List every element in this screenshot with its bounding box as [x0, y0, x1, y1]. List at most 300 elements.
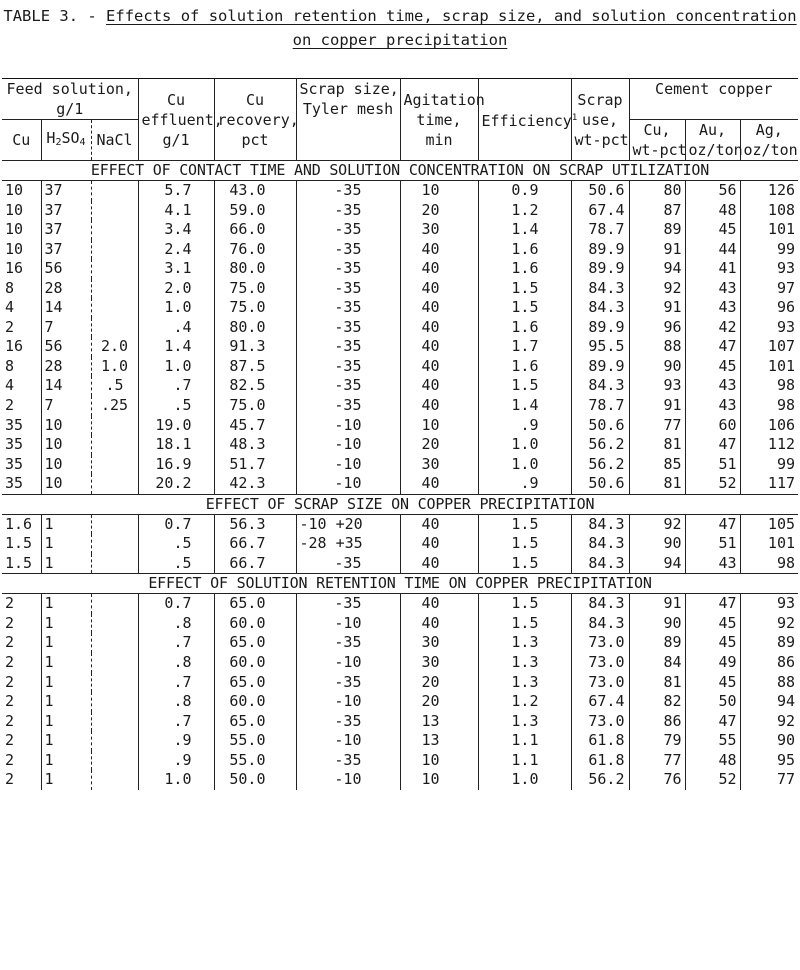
cell-scrap-size: -35 — [296, 673, 400, 693]
table-row — [2, 614, 798, 634]
table-row — [2, 455, 798, 475]
header-efficiency-label: Efficiency — [481, 112, 572, 130]
h2so4-so: SO — [61, 128, 80, 147]
cell-agitation-time: 40 — [400, 376, 478, 396]
h2so4-sub-2: 2 — [55, 136, 62, 148]
cell-cement-au: 47 — [685, 514, 740, 534]
cell-cement-au: 43 — [685, 396, 740, 416]
cell-scrap-size: -35 — [296, 240, 400, 260]
cell-nacl — [91, 692, 138, 712]
cell-cement-cu: 77 — [629, 416, 685, 436]
cell-cu-recovery: 65.0 — [214, 594, 296, 614]
cell-h2so4: 10 — [41, 474, 91, 494]
cell-feed-cu: 2 — [5, 653, 15, 672]
cell-nacl: .5 — [91, 376, 138, 396]
cell-feed-cu: 10 — [5, 239, 24, 258]
cell-cu-effluent: 2.4 — [138, 240, 214, 260]
cell-feed-cu: 2 — [5, 770, 15, 789]
cell-efficiency: 1.4 — [478, 396, 571, 416]
cell-cement-au: 45 — [685, 673, 740, 693]
cell-cement-ag: 101 — [740, 220, 798, 240]
cell-nacl — [91, 220, 138, 240]
cell-efficiency: 1.6 — [478, 259, 571, 279]
cell-cement-cu: 82 — [629, 692, 685, 712]
cell-efficiency: 1.7 — [478, 337, 571, 357]
cell-scrap-use: 89.9 — [571, 357, 629, 377]
section-header-row — [2, 494, 798, 514]
cell-agitation-time: 40 — [400, 614, 478, 634]
cell-scrap-size: -35 — [296, 220, 400, 240]
cell-efficiency: 1.2 — [478, 201, 571, 221]
header-cement-cu — [629, 120, 685, 161]
cell-cement-ag: 77 — [740, 770, 798, 790]
cell-nacl — [91, 435, 138, 455]
cell-agitation-time: 40 — [400, 474, 478, 494]
cell-nacl — [91, 514, 138, 534]
cell-nacl — [91, 298, 138, 318]
cell-agitation-time: 13 — [400, 712, 478, 732]
cell-cement-ag: 101 — [740, 357, 798, 377]
header-h2so4 — [41, 120, 91, 161]
cell-h2so4: 7 — [41, 396, 91, 416]
cell-nacl: 2.0 — [91, 337, 138, 357]
header-nacl: NaCl — [91, 120, 138, 161]
cell-agitation-time: 30 — [400, 220, 478, 240]
section-header-row — [2, 574, 798, 594]
table-row — [2, 474, 798, 494]
cell-scrap-use: 73.0 — [571, 673, 629, 693]
header-agitation-l1: Agitation — [403, 90, 485, 109]
cell-cu-effluent: 3.4 — [138, 220, 214, 240]
header-scrap-size-l1: Scrap size, — [299, 80, 399, 98]
header-efficiency — [478, 79, 578, 161]
cell-scrap-size: -35 — [296, 751, 400, 771]
cell-agitation-time: 20 — [400, 692, 478, 712]
cell-cement-au: 45 — [685, 614, 740, 634]
cell-cu-recovery: 80.0 — [214, 318, 296, 338]
table-row — [2, 416, 798, 436]
cell-cement-cu: 85 — [629, 455, 685, 475]
cell-scrap-size: -10 — [296, 614, 400, 634]
cell-cement-cu: 87 — [629, 201, 685, 221]
header-agitation-time — [400, 79, 485, 161]
cell-h2so4: 1 — [41, 712, 91, 732]
table-row — [2, 770, 798, 790]
cell-cement-au: 43 — [685, 376, 740, 396]
cell-cement-cu: 90 — [629, 534, 685, 554]
cell-cu-recovery: 75.0 — [214, 298, 296, 318]
cell-efficiency: 1.3 — [478, 673, 571, 693]
table-title — [0, 4, 800, 52]
cell-efficiency: 0.9 — [478, 181, 571, 201]
table-row — [2, 653, 798, 673]
cell-agitation-time: 40 — [400, 534, 478, 554]
header-cu-effluent-l1: Cu — [166, 90, 186, 109]
cell-efficiency: 1.5 — [478, 594, 571, 614]
cell-efficiency: 1.3 — [478, 633, 571, 653]
header-cu-effluent-l2: effluent, — [141, 110, 223, 129]
cell-cement-au: 47 — [685, 337, 740, 357]
cell-scrap-use: 56.2 — [571, 455, 629, 475]
cell-scrap-use: 73.0 — [571, 653, 629, 673]
cell-cement-ag: 98 — [740, 396, 798, 416]
cell-agitation-time: 10 — [400, 770, 478, 790]
cell-agitation-time: 13 — [400, 731, 478, 751]
cell-agitation-time: 40 — [400, 396, 478, 416]
cell-agitation-time: 30 — [400, 455, 478, 475]
cell-nacl — [91, 731, 138, 751]
cell-cu-effluent: 19.0 — [138, 416, 214, 436]
cell-cement-ag: 126 — [740, 181, 798, 201]
cell-feed-cu: 8 — [5, 356, 15, 375]
cell-nacl — [91, 181, 138, 201]
cell-cu-recovery: 50.0 — [214, 770, 296, 790]
cell-agitation-time: 30 — [400, 633, 478, 653]
section-title: EFFECT OF SCRAP SIZE ON COPPER PRECIPITATION — [2, 494, 798, 514]
cell-scrap-use: 84.3 — [571, 614, 629, 634]
cell-scrap-size: -10 — [296, 731, 400, 751]
header-cu: Cu — [12, 131, 31, 149]
cell-feed-cu: 1.5 — [5, 553, 33, 572]
cell-cement-cu: 96 — [629, 318, 685, 338]
cell-cement-au: 47 — [685, 594, 740, 614]
cell-cement-au: 52 — [685, 474, 740, 494]
cell-h2so4: 1 — [41, 770, 91, 790]
cell-scrap-size: -35 — [296, 181, 400, 201]
cell-nacl — [91, 673, 138, 693]
cell-nacl — [91, 455, 138, 475]
cell-agitation-time: 40 — [400, 594, 478, 614]
cell-cu-effluent: .4 — [138, 318, 214, 338]
table-row — [2, 435, 798, 455]
cell-cu-effluent: .8 — [138, 653, 214, 673]
header-scrap-use-l1: Scrap — [577, 90, 623, 109]
cell-cement-ag: 92 — [740, 614, 798, 634]
cell-cu-recovery: 65.0 — [214, 673, 296, 693]
cell-h2so4: 1 — [41, 614, 91, 634]
cell-cement-cu: 81 — [629, 673, 685, 693]
cell-cement-cu: 94 — [629, 259, 685, 279]
cell-cement-ag: 101 — [740, 534, 798, 554]
cell-h2so4: 1 — [41, 633, 91, 653]
header-cement-ag-l2: oz/ton — [743, 141, 798, 159]
cell-scrap-size: -35 — [296, 712, 400, 732]
cell-cu-effluent: 1.0 — [138, 357, 214, 377]
cell-cement-cu: 93 — [629, 376, 685, 396]
cell-efficiency: 1.6 — [478, 318, 571, 338]
cell-efficiency: 1.6 — [478, 357, 571, 377]
cell-cement-cu: 80 — [629, 181, 685, 201]
cell-feed-cu: 4 — [5, 376, 15, 395]
cell-h2so4: 1 — [41, 594, 91, 614]
cell-cement-ag: 112 — [740, 435, 798, 455]
cell-efficiency: 1.3 — [478, 712, 571, 732]
cell-cement-cu: 91 — [629, 298, 685, 318]
cell-cement-ag: 106 — [740, 416, 798, 436]
cell-scrap-size: -10 — [296, 653, 400, 673]
cell-efficiency: 1.1 — [478, 751, 571, 771]
cell-scrap-use: 73.0 — [571, 633, 629, 653]
header-cu-recovery-l3: pct — [241, 130, 269, 149]
cell-cement-cu: 90 — [629, 357, 685, 377]
cell-cu-recovery: 45.7 — [214, 416, 296, 436]
cell-cu-effluent: 20.2 — [138, 474, 214, 494]
cell-nacl — [91, 201, 138, 221]
table-number: TABLE 3. - — [3, 7, 107, 25]
cell-h2so4: 10 — [41, 416, 91, 436]
header-cu-recovery-l1: Cu — [245, 90, 265, 109]
cell-cu-recovery: 91.3 — [214, 337, 296, 357]
cell-efficiency: .9 — [478, 474, 571, 494]
cell-cu-recovery: 75.0 — [214, 396, 296, 416]
cell-cement-ag: 96 — [740, 298, 798, 318]
cell-agitation-time: 40 — [400, 240, 478, 260]
cell-scrap-size: -35 — [296, 357, 400, 377]
cell-scrap-use: 56.2 — [571, 770, 629, 790]
cell-cu-effluent: .8 — [138, 614, 214, 634]
cell-cement-cu: 91 — [629, 396, 685, 416]
cell-h2so4: 28 — [41, 357, 91, 377]
cell-scrap-size: -35 — [296, 337, 400, 357]
cell-scrap-size: -35 — [296, 554, 400, 574]
cell-agitation-time: 20 — [400, 673, 478, 693]
header-cement-ag-l1: Ag, — [755, 121, 783, 139]
cell-cu-recovery: 60.0 — [214, 653, 296, 673]
cell-agitation-time: 10 — [400, 416, 478, 436]
cell-cu-recovery: 55.0 — [214, 731, 296, 751]
title-text-1: Effects of solution retention time, scrap size, and solution concentration — [106, 7, 797, 25]
section-title: EFFECT OF CONTACT TIME AND SOLUTION CONCENTRATION ON SCRAP UTILIZATION — [2, 161, 798, 181]
table-row — [2, 673, 798, 693]
cell-nacl — [91, 240, 138, 260]
cell-nacl: .25 — [91, 396, 138, 416]
cell-nacl — [91, 534, 138, 554]
cell-agitation-time: 40 — [400, 318, 478, 338]
cell-nacl — [91, 653, 138, 673]
cell-h2so4: 37 — [41, 240, 91, 260]
cell-scrap-use: 84.3 — [571, 534, 629, 554]
cell-cu-effluent: .9 — [138, 751, 214, 771]
cell-cu-recovery: 80.0 — [214, 259, 296, 279]
cell-cu-recovery: 82.5 — [214, 376, 296, 396]
cell-cement-cu: 84 — [629, 653, 685, 673]
cell-scrap-use: 73.0 — [571, 712, 629, 732]
cell-nacl — [91, 554, 138, 574]
cell-feed-cu: 2 — [5, 711, 15, 730]
table-row — [2, 534, 798, 554]
cell-agitation-time: 10 — [400, 751, 478, 771]
cell-cement-au: 48 — [685, 201, 740, 221]
table-row — [2, 318, 798, 338]
cell-feed-cu: 8 — [5, 278, 15, 297]
cell-cement-au: 43 — [685, 279, 740, 299]
cell-agitation-time: 40 — [400, 279, 478, 299]
cell-cement-au: 55 — [685, 731, 740, 751]
header-cement-au-l2: oz/ton — [688, 141, 743, 159]
cell-scrap-use: 61.8 — [571, 731, 629, 751]
cell-nacl — [91, 751, 138, 771]
cell-cement-ag: 99 — [740, 240, 798, 260]
cell-agitation-time: 40 — [400, 357, 478, 377]
cell-h2so4: 56 — [41, 259, 91, 279]
cell-cu-effluent: 0.7 — [138, 514, 214, 534]
cell-nacl: 1.0 — [91, 357, 138, 377]
cell-nacl — [91, 279, 138, 299]
cell-h2so4: 37 — [41, 201, 91, 221]
header-scrap-use-l2: use, — [581, 110, 619, 129]
cell-agitation-time: 20 — [400, 435, 478, 455]
table-row — [2, 240, 798, 260]
header-feed-solution-line1: Feed solution, — [6, 80, 133, 98]
cell-scrap-size: -35 — [296, 298, 400, 318]
header-cu-effluent — [138, 79, 223, 161]
cell-h2so4: 1 — [41, 514, 91, 534]
cell-cu-recovery: 66.0 — [214, 220, 296, 240]
cell-scrap-use: 84.3 — [571, 514, 629, 534]
header-cement-au — [685, 120, 743, 161]
table-row — [2, 692, 798, 712]
title-text-2: on copper precipitation — [292, 31, 508, 49]
cell-feed-cu: 16 — [5, 259, 24, 278]
cell-feed-cu: 2 — [5, 692, 15, 711]
cell-cu-recovery: 65.0 — [214, 633, 296, 653]
cell-cement-au: 50 — [685, 692, 740, 712]
cell-h2so4: 10 — [41, 435, 91, 455]
cell-cement-au: 44 — [685, 240, 740, 260]
cell-cement-au: 42 — [685, 318, 740, 338]
cell-cement-au: 47 — [685, 435, 740, 455]
cell-cu-effluent: 3.1 — [138, 259, 214, 279]
cell-scrap-size: -35 — [296, 594, 400, 614]
cell-h2so4: 37 — [41, 181, 91, 201]
table-row — [2, 633, 798, 653]
table-row — [2, 201, 798, 221]
cell-h2so4: 56 — [41, 337, 91, 357]
cell-cu-effluent: .7 — [138, 712, 214, 732]
section-header-row — [2, 161, 798, 181]
header-scrap-use — [571, 79, 629, 161]
header-cu-recovery — [214, 79, 299, 161]
cell-feed-cu: 10 — [5, 200, 24, 219]
cell-cu-effluent: .8 — [138, 692, 214, 712]
table-row — [2, 712, 798, 732]
cell-cement-cu: 94 — [629, 554, 685, 574]
footnote-mark: 1 — [571, 113, 578, 123]
cell-feed-cu: 10 — [5, 181, 24, 199]
table-row — [2, 554, 798, 574]
cell-feed-cu: 35 — [5, 454, 24, 473]
cell-cu-recovery: 66.7 — [214, 554, 296, 574]
cell-efficiency: 1.0 — [478, 770, 571, 790]
cell-cu-recovery: 65.0 — [214, 712, 296, 732]
cell-cu-effluent: 1.4 — [138, 337, 214, 357]
cell-scrap-use: 89.9 — [571, 259, 629, 279]
cell-agitation-time: 40 — [400, 259, 478, 279]
cell-cement-au: 48 — [685, 751, 740, 771]
cell-cement-ag: 88 — [740, 673, 798, 693]
cell-cement-ag: 108 — [740, 201, 798, 221]
cell-scrap-size: -10 — [296, 416, 400, 436]
cell-efficiency: .9 — [478, 416, 571, 436]
cell-feed-cu: 2 — [5, 633, 15, 652]
cell-scrap-size: -10 +20 — [296, 514, 400, 534]
cell-scrap-use: 61.8 — [571, 751, 629, 771]
cell-efficiency: 1.2 — [478, 692, 571, 712]
cell-efficiency: 1.5 — [478, 554, 571, 574]
header-cu-recovery-l2: recovery, — [217, 110, 299, 129]
cell-feed-cu: 2 — [5, 613, 15, 632]
cell-scrap-use: 67.4 — [571, 201, 629, 221]
cell-cement-au: 51 — [685, 534, 740, 554]
table-row — [2, 181, 798, 201]
table-row — [2, 357, 798, 377]
cell-scrap-use: 89.9 — [571, 318, 629, 338]
header-cement-cu-l1: Cu, — [643, 121, 671, 139]
cell-h2so4: 1 — [41, 731, 91, 751]
cell-efficiency: 1.0 — [478, 455, 571, 475]
cell-h2so4: 1 — [41, 692, 91, 712]
cell-cement-ag: 89 — [740, 633, 798, 653]
header-cement-ag — [740, 120, 798, 161]
data-table-wrapper — [2, 78, 798, 790]
cell-cement-cu: 86 — [629, 712, 685, 732]
header-scrap-size — [296, 79, 400, 161]
cell-scrap-use: 95.5 — [571, 337, 629, 357]
cell-cement-cu: 77 — [629, 751, 685, 771]
cell-nacl — [91, 474, 138, 494]
table-row — [2, 376, 798, 396]
cell-scrap-use: 67.4 — [571, 692, 629, 712]
cell-scrap-use: 56.2 — [571, 435, 629, 455]
cell-scrap-use: 84.3 — [571, 298, 629, 318]
cell-scrap-size: -35 — [296, 259, 400, 279]
cell-cement-au: 56 — [685, 181, 740, 201]
table-row — [2, 751, 798, 771]
title-line-1 — [0, 4, 800, 28]
cell-scrap-size: -35 — [296, 279, 400, 299]
header-cement-cu-l2: wt-pct — [632, 141, 687, 159]
cell-cement-cu: 81 — [629, 435, 685, 455]
cell-cement-ag: 98 — [740, 554, 798, 574]
cell-nacl — [91, 318, 138, 338]
cell-cement-cu: 76 — [629, 770, 685, 790]
cell-feed-cu: 2 — [5, 750, 15, 769]
cell-scrap-size: -35 — [296, 201, 400, 221]
title-line-2 — [0, 28, 800, 52]
cell-cu-effluent: .7 — [138, 673, 214, 693]
section-title: EFFECT OF SOLUTION RETENTION TIME ON COPPER PRECIPITATION — [2, 574, 798, 594]
cell-cement-ag: 98 — [740, 376, 798, 396]
cell-cement-ag: 86 — [740, 653, 798, 673]
cell-cu-recovery: 51.7 — [214, 455, 296, 475]
cell-cu-recovery: 75.0 — [214, 279, 296, 299]
cell-feed-cu: 35 — [5, 435, 24, 454]
cell-efficiency: 1.5 — [478, 298, 571, 318]
cell-nacl — [91, 259, 138, 279]
table-row — [2, 259, 798, 279]
cell-agitation-time: 20 — [400, 201, 478, 221]
cell-h2so4: 1 — [41, 554, 91, 574]
cell-cement-cu: 79 — [629, 731, 685, 751]
table-row — [2, 514, 798, 534]
cell-cu-recovery: 60.0 — [214, 614, 296, 634]
cell-h2so4: 1 — [41, 673, 91, 693]
cell-cement-cu: 92 — [629, 279, 685, 299]
cell-cu-effluent: 18.1 — [138, 435, 214, 455]
cell-cement-ag: 92 — [740, 712, 798, 732]
cell-cement-cu: 91 — [629, 594, 685, 614]
cell-scrap-use: 84.3 — [571, 279, 629, 299]
